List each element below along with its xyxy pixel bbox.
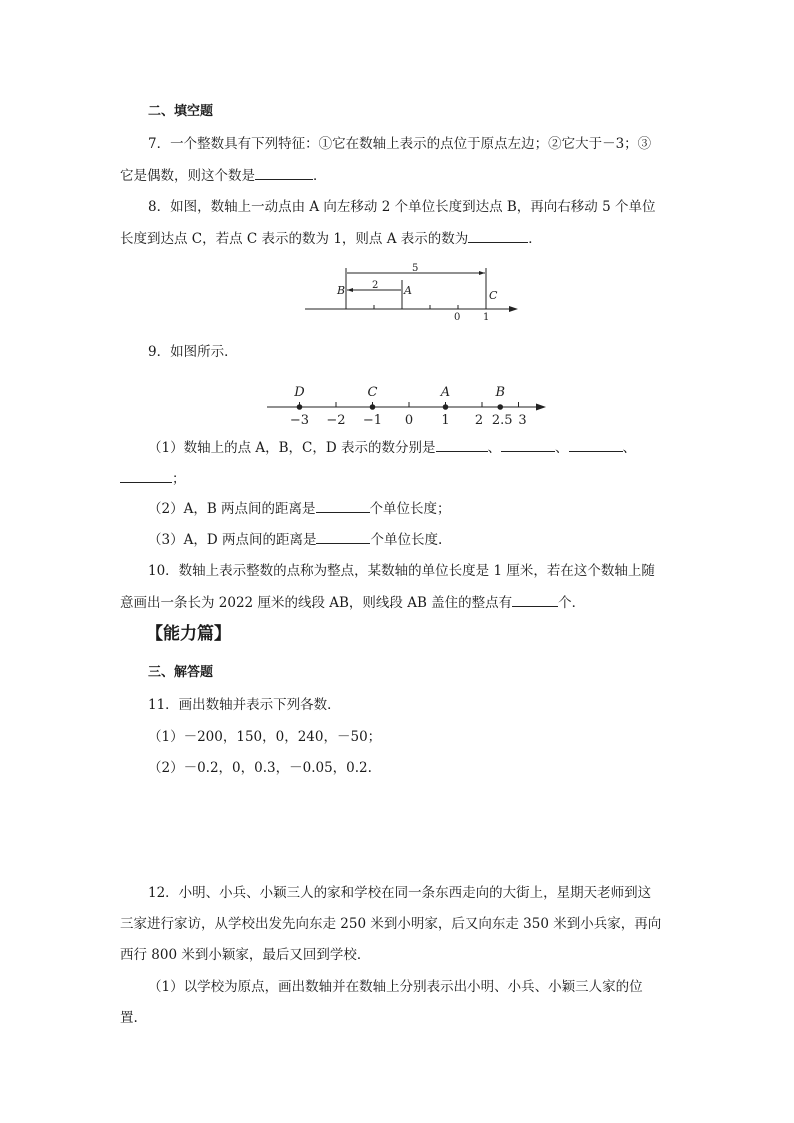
q8-label-a: A — [404, 284, 412, 297]
q9-line1: 9．如图所示． — [148, 344, 238, 360]
q9-number-line-figure — [262, 376, 552, 428]
q9-point-label: B — [495, 385, 506, 400]
q9-sub1-cont — [120, 468, 186, 489]
q12-line1: 12．小明、小兵、小颖三人的家和学校在同一条东西走向的大街上，星期天老师到这 — [148, 885, 652, 901]
q9-tick-label: 0 — [404, 413, 414, 428]
q8-line1: 8．如图，数轴上一动点由 A 向左移动 2 个单位长度到达点 B，再向右移动 5 个单位 — [148, 199, 656, 215]
q9-sub1 — [148, 437, 636, 458]
ability-section-heading: 【能力篇】 — [146, 624, 231, 644]
q7-line2 — [120, 165, 327, 186]
q9-point-dot — [497, 404, 503, 410]
q10-line2-text: 意画出一条长为 2022 厘米的线段 AB，则线段 AB 盖住的整点有 — [120, 595, 513, 611]
q11-sub2: （2）－0.2，0，0.3，－0.05，0.2. — [148, 760, 372, 776]
section-title-fill-blank: 二、填空题 — [148, 104, 214, 119]
q9-sub3-blank[interactable] — [316, 529, 370, 544]
q9-sub3 — [148, 529, 442, 550]
q8-tick-label-0: 0 — [454, 312, 461, 322]
q7-answer-blank[interactable] — [255, 165, 313, 180]
q9-sub2-blank[interactable] — [316, 498, 370, 513]
q9-blank-d[interactable] — [120, 468, 172, 483]
q7-line2-end: ． — [313, 168, 327, 184]
q12-sub1-line1: （1）以学校为原点，画出数轴并在数轴上分别表示出小明、小兵、小颖三人家的位 — [148, 979, 643, 995]
q12-line3: 西行 800 米到小颖家，最后又回到学校． — [120, 947, 371, 963]
q9-sub1-text: （1）数轴上的点 A，B，C，D 表示的数分别是 — [148, 440, 436, 456]
q8-distance-5: 5 — [412, 263, 419, 274]
q9-sep3: 、 — [622, 440, 636, 456]
q8-line2-end: ． — [528, 231, 542, 247]
q9-sub3-text: （3）A，D 两点间的距离是 — [148, 532, 317, 548]
q8-label-b: B — [337, 284, 346, 297]
q7-line2-text: 它是偶数，则这个数是 — [120, 168, 255, 184]
q9-sub2 — [148, 498, 451, 519]
q9-sub1-end: ； — [172, 471, 186, 487]
q11-line1: 11．画出数轴并表示下列各数． — [148, 697, 341, 713]
q9-sub2-text: （2）A，B 两点间的距离是 — [148, 501, 316, 517]
q9-blank-b[interactable] — [501, 437, 555, 452]
q8-label-c: C — [489, 289, 498, 302]
q9-tick-label: −2 — [326, 413, 346, 428]
q9-point-label: C — [367, 385, 378, 400]
q8-number-line-figure — [300, 262, 525, 322]
q12-line2: 三家进行家访，从学校出发先向东走 250 米到小明家，后又向东走 350 米到小兵家，再向 — [120, 916, 662, 932]
q8-tick-label-1: 1 — [483, 312, 490, 322]
q9-tick-label: 2 — [474, 413, 484, 428]
q10-line2-end: 个． — [558, 595, 586, 611]
q12-sub1-line2: 置. — [120, 1010, 138, 1026]
q9-sub3-end: 个单位长度. — [370, 532, 443, 548]
q9-ticks — [290, 402, 527, 428]
q9-tick-label: 2.5 — [491, 413, 513, 428]
q8-line2-text: 长度到达点 C，若点 C 表示的数为 1，则点 A 表示的数为 — [120, 231, 469, 247]
q9-point-label: D — [294, 385, 305, 400]
q9-sep2: 、 — [555, 440, 569, 456]
q9-point-dot — [370, 404, 376, 410]
q8-arrowhead-ab — [347, 288, 353, 292]
section-title-solve: 三、解答题 — [148, 665, 214, 680]
q8-answer-blank[interactable] — [468, 228, 528, 243]
q7-line1: 7．一个整数具有下列特征：①它在数轴上表示的点位于原点左边；②它大于－3；③ — [148, 136, 652, 152]
q9-point-dot — [443, 404, 449, 410]
q9-points — [293, 385, 505, 410]
q9-blank-a[interactable] — [436, 437, 488, 452]
q8-arrowhead-bc — [479, 271, 485, 275]
q10-answer-blank[interactable] — [512, 592, 558, 607]
q8-axis-arrow — [509, 306, 518, 312]
q8-line2 — [120, 228, 542, 249]
q10-line1: 10．数轴上表示整数的点称为整点，某数轴的单位长度是 1 厘米，若在这个数轴上随 — [148, 563, 655, 579]
q9-sub2-end: 个单位长度； — [369, 501, 451, 517]
q10-line2 — [120, 592, 585, 613]
q9-point-label: A — [440, 385, 451, 400]
q9-tick-label: 1 — [441, 413, 450, 428]
q9-tick-label: −1 — [362, 413, 383, 428]
q8-distance-2: 2 — [372, 280, 379, 291]
q9-tick-label: −3 — [289, 413, 310, 428]
q11-sub1: （1）－200，150，0，240，－50； — [148, 729, 382, 745]
q9-point-dot — [297, 404, 303, 410]
q9-axis-arrow — [536, 404, 546, 411]
q9-blank-c[interactable] — [569, 437, 623, 452]
q9-sep1: 、 — [487, 440, 501, 456]
q9-tick-label: 3 — [518, 413, 527, 428]
